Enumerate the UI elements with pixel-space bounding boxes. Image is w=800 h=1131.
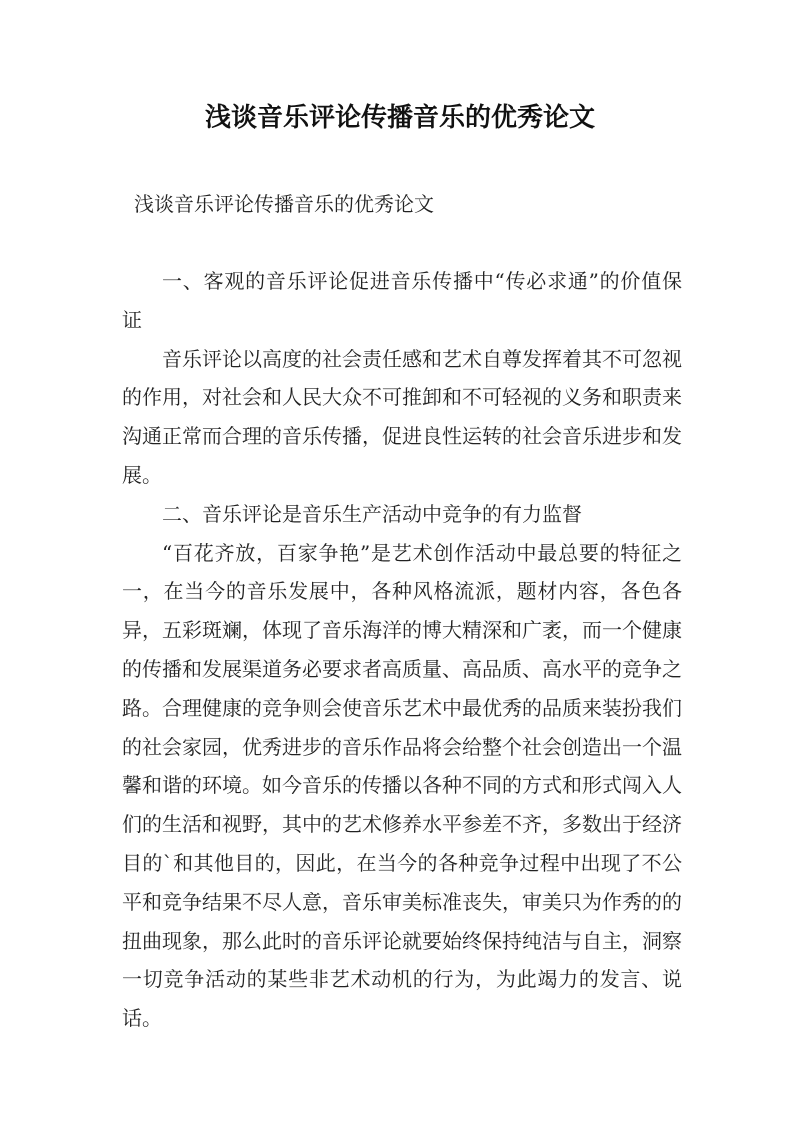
document-title: 浅谈音乐评论传播音乐的优秀论文	[204, 103, 595, 133]
section-heading-1: 一、客观的音乐评论促进音乐传播中“传必求通”的价值保证	[122, 269, 682, 332]
document-body	[122, 262, 682, 1038]
section-heading-2: 二、音乐评论是音乐生产活动中竞争的有力监督	[162, 501, 582, 526]
document-subtitle: 浅谈音乐评论传播音乐的优秀论文	[134, 192, 434, 216]
paragraph-1: 音乐评论以高度的社会责任感和艺术自尊发挥着其不可忽视的作用，对社会和人民大众不可推卸和不可轻视的义务和职责来沟通正常而合理的音乐传播，促进良性运转的社会音乐进步和发展。	[122, 346, 682, 487]
paragraph-2: “百花齐放，百家争艳”是艺术创作活动中最总要的特征之一，在当今的音乐发展中，各种风格流派，题材内容，各色各异，五彩斑斓，体现了音乐海洋的博大精深和广袤，而一个健康的传播和发展渠道务必要求者高质量、高品质、高水平的竞争之路。合理健康的竞争则会使音乐艺术中最优秀的品质来装扮我们的社会家园，优秀进步的音乐作品将会给整个社会创造出一个温馨和谐的环境。如今音乐的传播以各种不同的方式和形式闯入人们的生活和视野，其中的艺术修养水平参差不齐，多数出于经济目的`和其他目的，因此，在当今的各种竞争过程中出现了不公平和竞争结果不尽人意，音乐审美标准丧失，审美只为作秀的的扭曲现象，那么此时的音乐评论就要始终保持纯洁与自主，洞察一切竞争活动的某些非艺术动机的行为，为此竭力的发言、说话。	[122, 540, 682, 1031]
